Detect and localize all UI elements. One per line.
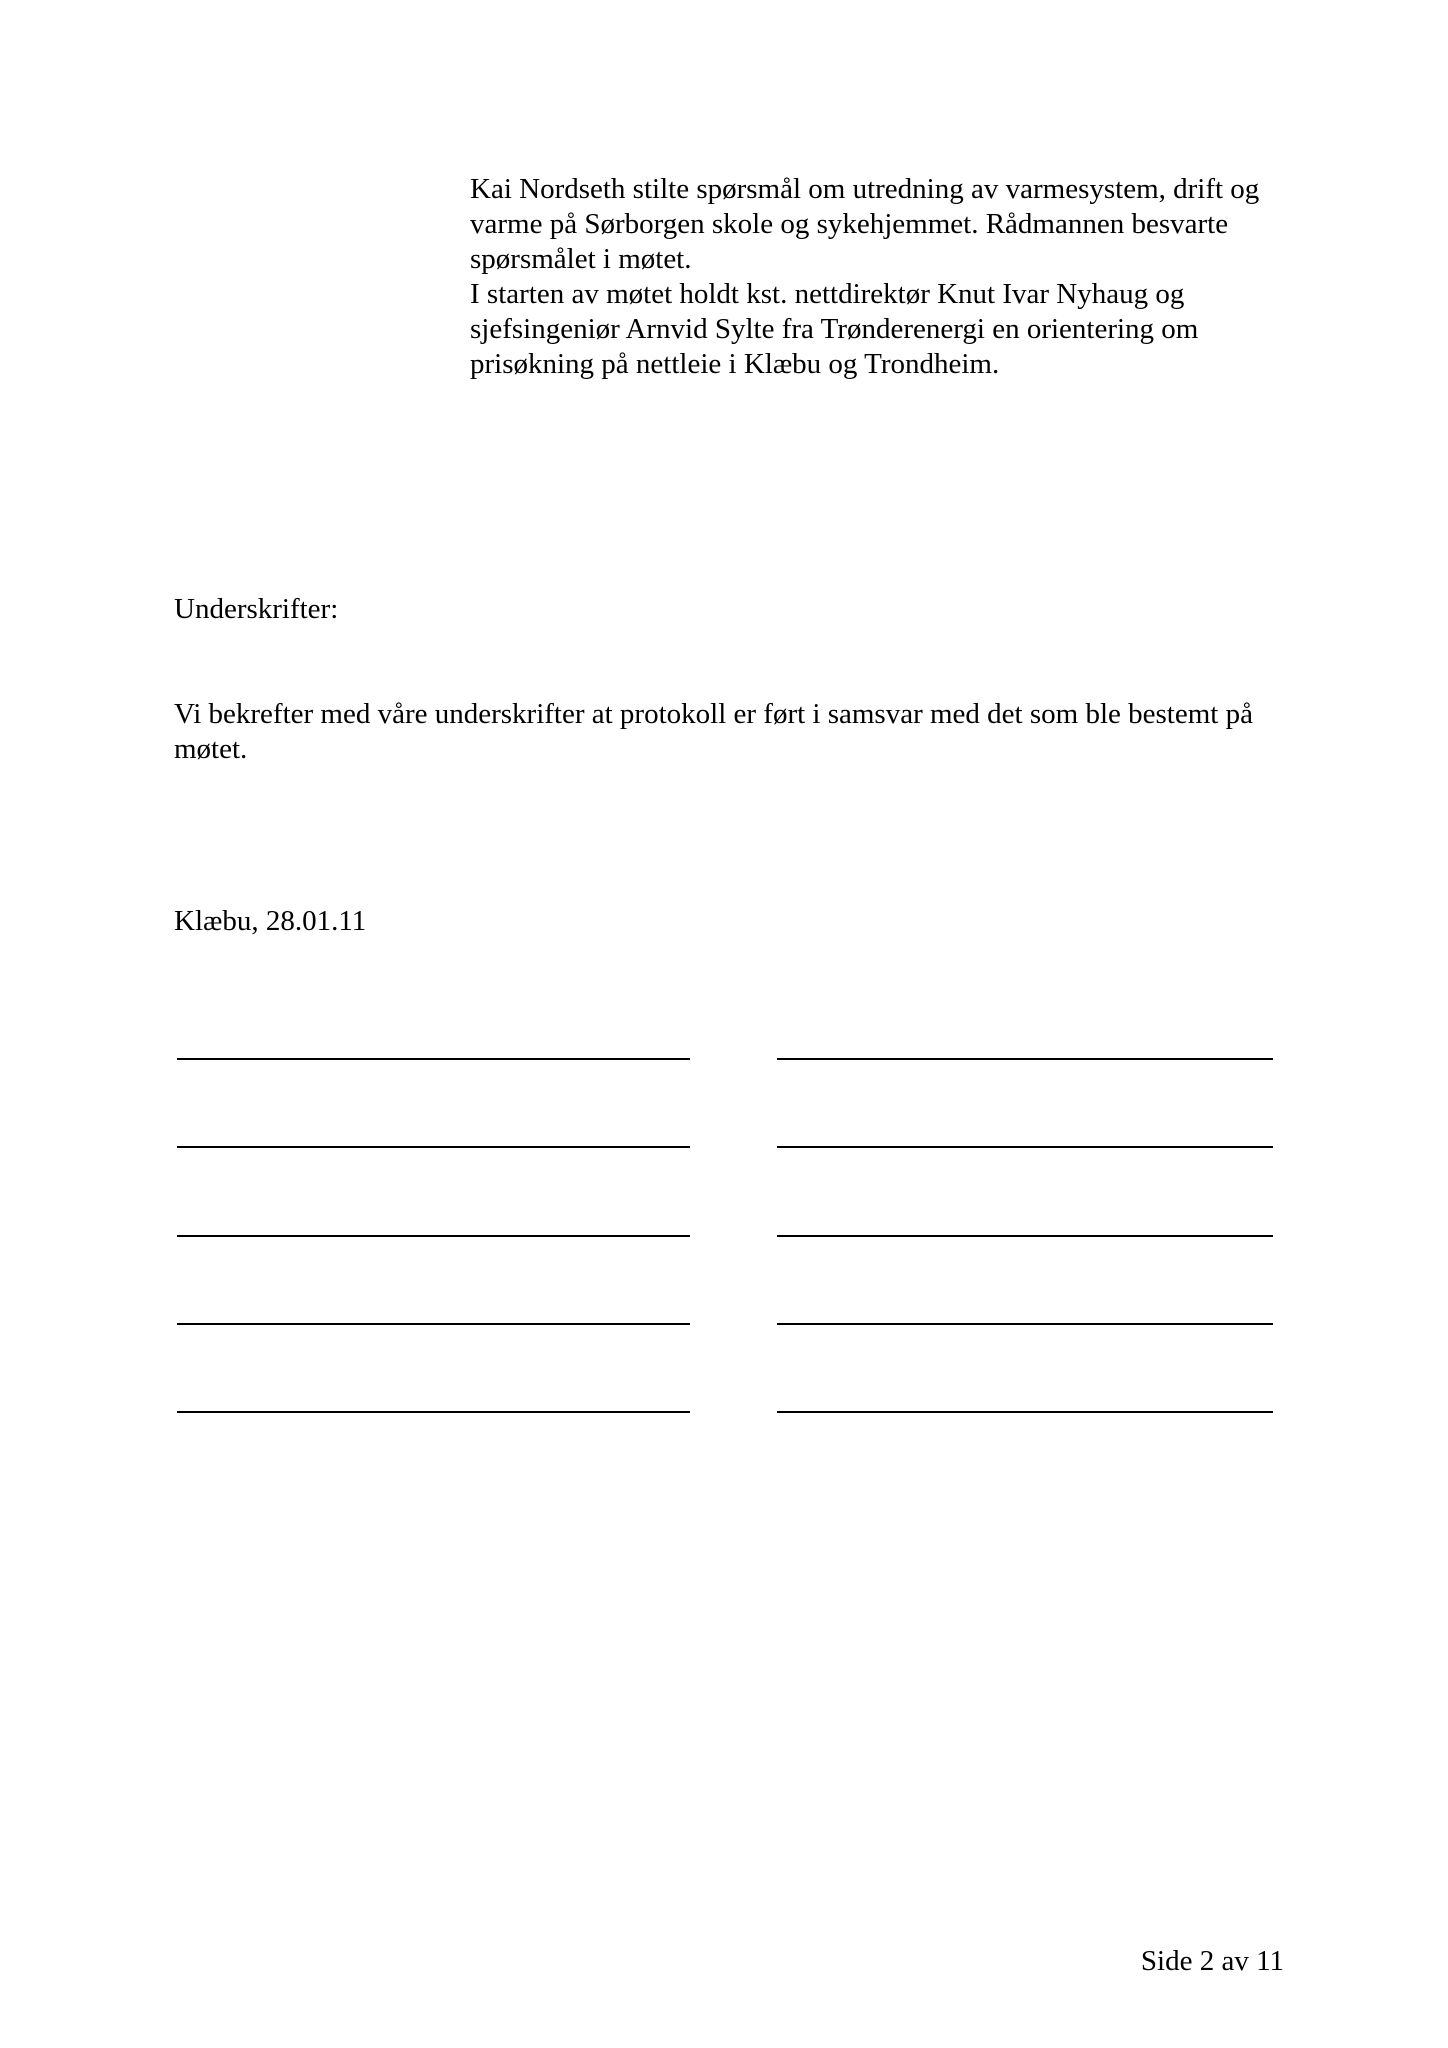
page-number: Side 2 av 11 bbox=[1140, 1945, 1284, 1977]
intro-line: spørsmålet i møtet. bbox=[470, 243, 692, 275]
signature-line bbox=[177, 1411, 690, 1413]
intro-line: Kai Nordseth stilte spørsmål om utredning av varmesystem, drift og bbox=[470, 173, 1260, 205]
confirmation-line: møtet. bbox=[174, 733, 248, 765]
intro-line: varme på Sørborgen skole og sykehjemmet. Rådmannen besvarte bbox=[470, 208, 1229, 240]
signature-line bbox=[777, 1058, 1273, 1060]
confirmation-line: Vi bekrefter med våre underskrifter at protokoll er ført i samsvar med det som ble bestemt på bbox=[174, 698, 1253, 730]
intro-line: I starten av møtet holdt kst. nettdirektør Knut Ivar Nyhaug og bbox=[470, 278, 1185, 310]
signature-line bbox=[777, 1146, 1273, 1148]
signature-line bbox=[177, 1146, 690, 1148]
signature-line bbox=[177, 1323, 690, 1325]
confirmation-text bbox=[174, 697, 1304, 767]
place-date: Klæbu, 28.01.11 bbox=[174, 905, 367, 937]
signatures-heading: Underskrifter: bbox=[174, 593, 339, 625]
signature-line bbox=[777, 1411, 1273, 1413]
intro-line: sjefsingeniør Arnvid Sylte fra Trønderenergi en orientering om bbox=[470, 313, 1199, 345]
signature-line bbox=[777, 1323, 1273, 1325]
signature-line bbox=[177, 1058, 690, 1060]
intro-paragraph bbox=[470, 172, 1330, 382]
intro-line: prisøkning på nettleie i Klæbu og Trondheim. bbox=[470, 348, 1000, 380]
signature-line bbox=[777, 1235, 1273, 1237]
signature-line bbox=[177, 1235, 690, 1237]
